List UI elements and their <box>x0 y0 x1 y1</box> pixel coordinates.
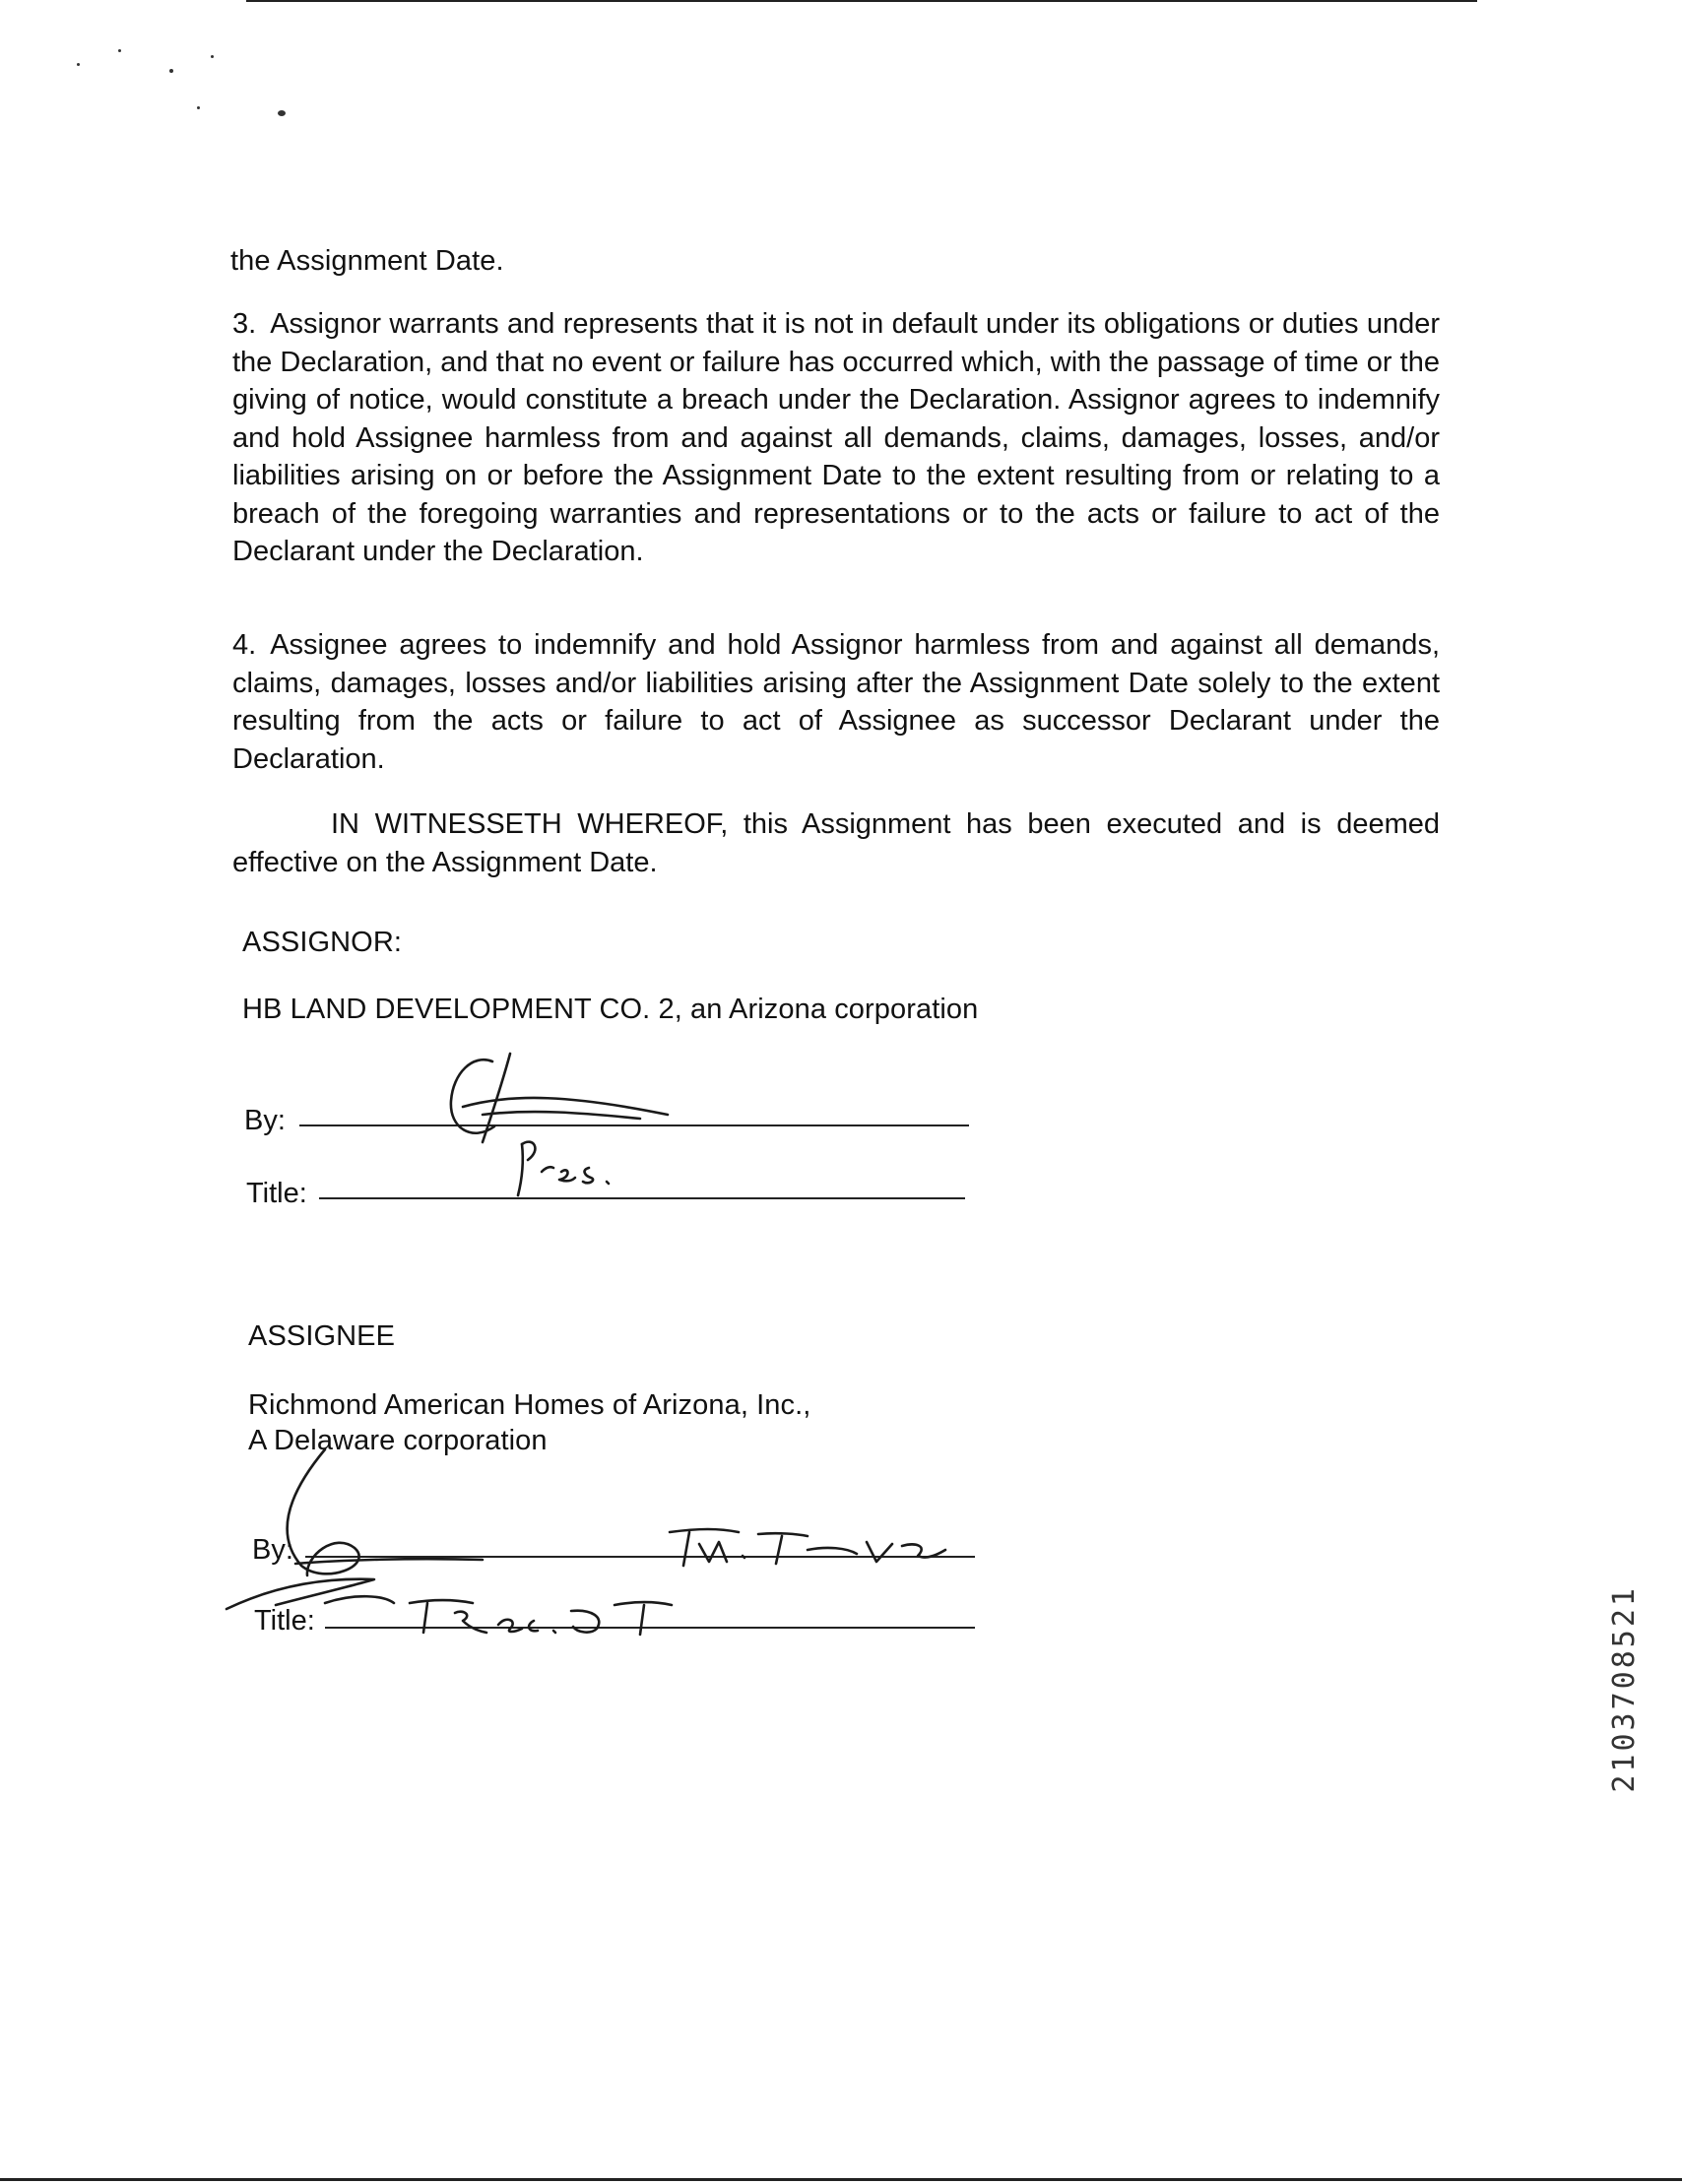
paragraph-3 <box>232 305 1440 571</box>
paragraph-text: Assignor warrants and represents that it is not in default under its obligations or duties under the Declaration, and that no event or failure has occurred which, with the passage of time or the giving of notice, would constitute a breach under the Declaration. Assignor agrees to indemnify and hold Assignee harmless from and against all demands, claims, damages, losses, and/or liabilities arising on or before the Assignment Date to the extent resulting from or relating to a breach of the foregoing warranties and representations or to the acts or failure to act of the Declarant under the Declaration. <box>232 308 1440 567</box>
paragraph-number: 4. <box>232 629 257 661</box>
assignee-title-handwriting <box>404 1591 679 1640</box>
assignee-name-handwriting <box>660 1516 975 1575</box>
assignor-heading: ASSIGNOR: <box>242 927 403 958</box>
assignee-entity-line2: A Delaware corporation <box>248 1425 548 1456</box>
assignee-title-label: Title: <box>254 1605 315 1637</box>
paragraph-number: 3. <box>232 308 257 340</box>
assignor-by-label: By: <box>244 1105 286 1136</box>
scan-bottom-edge <box>0 2178 1682 2181</box>
scan-speck <box>77 63 80 66</box>
assignor-title-line <box>319 1197 965 1199</box>
scan-speck <box>197 106 200 109</box>
scan-speck <box>118 49 121 52</box>
assignor-entity: HB LAND DEVELOPMENT CO. 2, an Arizona corporation <box>242 994 979 1025</box>
assignee-by-label: By: <box>252 1534 293 1566</box>
assignor-title-label: Title: <box>246 1178 307 1209</box>
assignee-heading: ASSIGNEE <box>248 1320 396 1352</box>
scan-speck <box>278 110 286 116</box>
witness-clause <box>232 805 1440 881</box>
paragraph-text: Assignee agrees to indemnify and hold Assignor harmless from and against all demands, claims, damages, losses and/or liabilities arising after the Assignment Date solely to the extent resulting from the acts or failure to act of Assignee as successor Declarant under the Declaration. <box>232 629 1440 775</box>
scan-speck <box>211 55 214 58</box>
assignor-title-handwriting <box>512 1132 620 1201</box>
lead-text: the Assignment Date. <box>230 245 504 277</box>
assignee-entity-line1: Richmond American Homes of Arizona, Inc., <box>248 1389 811 1421</box>
witness-clause-text: IN WITNESSETH WHEREOF, this Assignment has been executed and is deemed effective on the Assignment Date. <box>232 808 1440 878</box>
scan-speck <box>169 69 173 73</box>
paragraph-4 <box>232 626 1440 778</box>
scan-top-edge <box>246 0 1477 2</box>
bates-number: 2103708521 <box>1607 1585 1642 1793</box>
